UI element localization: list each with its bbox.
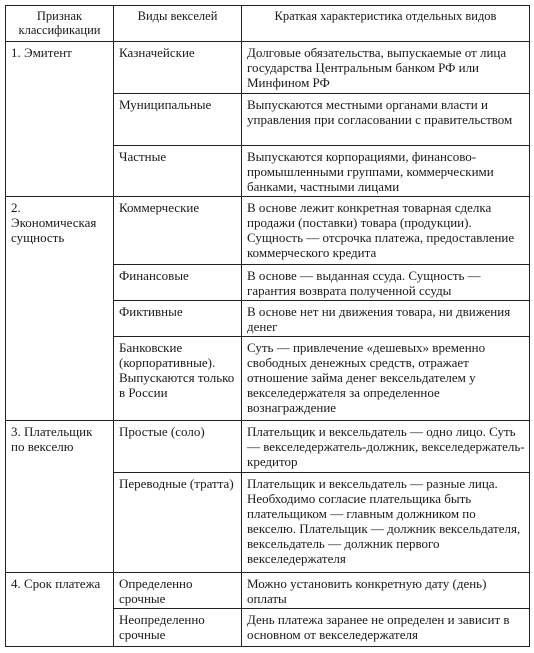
description-cell: Выпускаются корпорациями, финансово-промышленными группами, коммерческими банками, частными лицами [242,146,530,197]
header-characteristics: Краткая характеристика отдельных видов [242,6,530,42]
description-cell: Выпускаются местными органами власти и управления при согласовании с правительством [242,94,530,146]
bill-type-cell: Фиктивные [114,301,242,337]
bill-type-cell: Частные [114,146,242,197]
criterion-cell: 2. Экономическая сущность [6,197,114,421]
table-row [6,573,530,609]
bill-type-cell: Определенно срочные [114,573,242,609]
bill-type-cell: Неопределенно срочные [114,609,242,647]
table-header-row [6,6,530,42]
description-cell: День платежа заранее не определен и зависит в основном от векселедержателя [242,609,530,647]
bill-classification-table [5,5,530,647]
description-cell: Можно установить конкретную дату (день) оплаты [242,573,530,609]
criterion-cell: 4. Срок платежа [6,573,114,647]
table-row [6,42,530,94]
bill-type-cell: Казначейские [114,42,242,94]
criterion-cell: 3. Плательщик по векселю [6,421,114,573]
bill-type-cell: Финансовые [114,265,242,301]
description-cell: Суть — привлечение «дешевых» временно свободных денежных средств, отражает отношение займа денег вексельдателем у векселедержателя за определенное вознаграждение [242,337,530,421]
description-cell: В основе лежит конкретная товарная сделка продажи (поставки) товара (продукции). Сущность — отсрочка платежа, предоставление коммерческого кредита [242,197,530,265]
criterion-cell: 1. Эмитент [6,42,114,197]
bill-type-cell: Переводные (тратта) [114,473,242,573]
bill-type-cell: Коммерческие [114,197,242,265]
description-cell: Долговые обязательства, выпускаемые от лица государства Центральным банком РФ или Минфином РФ [242,42,530,94]
table-row [6,421,530,473]
description-cell: В основе — выданная ссуда. Сущность — гарантия возврата полученной ссуды [242,265,530,301]
bill-type-cell: Муниципальные [114,94,242,146]
table-row [6,197,530,265]
description-cell: В основе нет ни движения товара, ни движения денег [242,301,530,337]
bill-type-cell: Простые (соло) [114,421,242,473]
header-criterion: Признак классификации [6,6,114,42]
description-cell: Плательщик и вексельдатель — разные лица. Необходимо согласие плательщика быть плательщиком — главным должником по векселю. Плательщик — должник вексельдателя, вексельдатель — должник первого векселедержателя [242,473,530,573]
bill-type-cell: Банковские (корпоративные). Выпускаются только в России [114,337,242,421]
header-bill-types: Виды векселей [114,6,242,42]
description-cell: Плательщик и вексельдатель — одно лицо. Суть — векселедержатель-должник, векселедержатель-кредитор [242,421,530,473]
